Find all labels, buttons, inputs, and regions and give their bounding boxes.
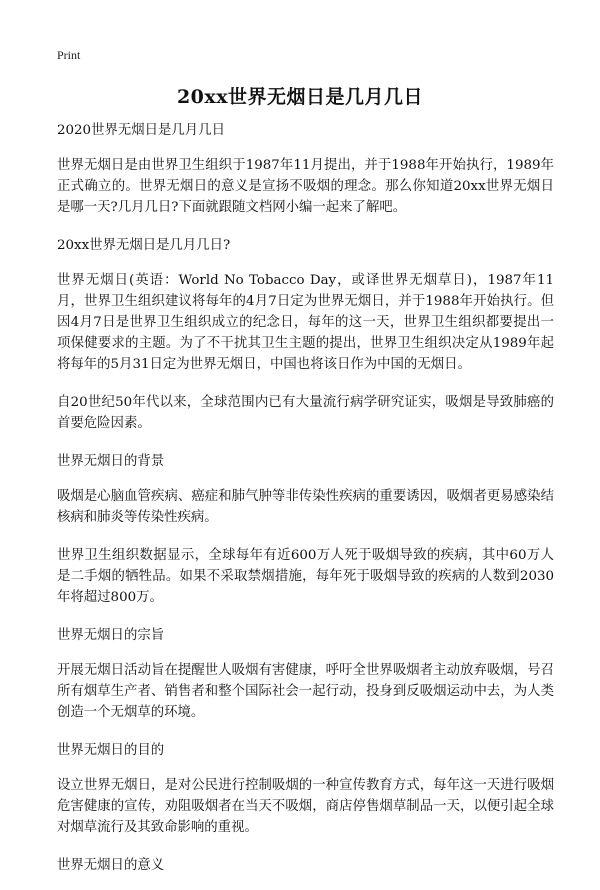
page-title: 20xx世界无烟日是几月几日: [176, 86, 424, 108]
section-heading: 世界无烟日的宗旨: [57, 628, 165, 643]
body-paragraph: 世界无烟日是由世界卫生组织于1987年11月提出，并于1988年开始执行，1989年正式确立的。世界无烟日的意义是宣扬不吸烟的理念。那么你知道20xx世界无烟日是哪一天?几月几日?下面就跟随文档网小编一起来了解吧。: [57, 158, 554, 215]
section-heading: 世界无烟日的目的: [57, 743, 165, 758]
body-paragraph: 设立世界无烟日，是对公民进行控制吸烟的一种宣传教育方式，每年这一天进行吸烟危害健康的宣传，劝阻吸烟者在当天不吸烟，商店停售烟草制品一天，以便引起全球对烟草流行及其致命影响的重视。: [57, 778, 554, 835]
body-paragraph: 世界无烟日(英语：World No Tobacco Day，或译世界无烟草日)，1987年11月，世界卫生组织建议将每年的4月7日定为世界无烟日，并于1988年开始执行。但因4月7日是世界卫生组织成立的纪念日，每年的这一天，世界卫生组织都要提出一项保健要求的主题。为了不干扰其卫生主题的提出，世界卫生组织决定从1989年起将每年的5月31日定为世界无烟日，中国也将该日作为中国的无烟日。: [57, 273, 554, 372]
section-heading: 世界无烟日的意义: [57, 858, 165, 873]
body-paragraph: 开展无烟日活动旨在提醒世人吸烟有害健康，呼吁全世界吸烟者主动放弃吸烟，号召所有烟草生产者、销售者和整个国际社会一起行动，投身到反吸烟运动中去，为人类创造一个无烟草的环境。: [57, 663, 554, 720]
section-heading: 20xx世界无烟日是几月几日?: [57, 238, 231, 253]
body-paragraph: 世界卫生组织数据显示，全球每年有近600万人死于吸烟导致的疾病，其中60万人是二手烟的牺牲品。如果不采取禁烟措施，每年死于吸烟导致的疾病的人数到2030年将超过800万。: [57, 548, 554, 605]
print-link[interactable]: Print: [57, 48, 81, 62]
document-body: [57, 120, 554, 890]
body-paragraph: 吸烟是心脑血管疾病、癌症和肺气肿等非传染性疾病的重要诱因，吸烟者更易感染结核病和肺炎等传染性疾病。: [57, 489, 554, 525]
section-heading: 世界无烟日的背景: [57, 454, 165, 469]
body-paragraph: 自20世纪50年代以来，全球范围内已有大量流行病学研究证实，吸烟是导致肺癌的首要危险因素。: [57, 395, 554, 431]
section-heading: 2020世界无烟日是几月几日: [57, 123, 225, 138]
